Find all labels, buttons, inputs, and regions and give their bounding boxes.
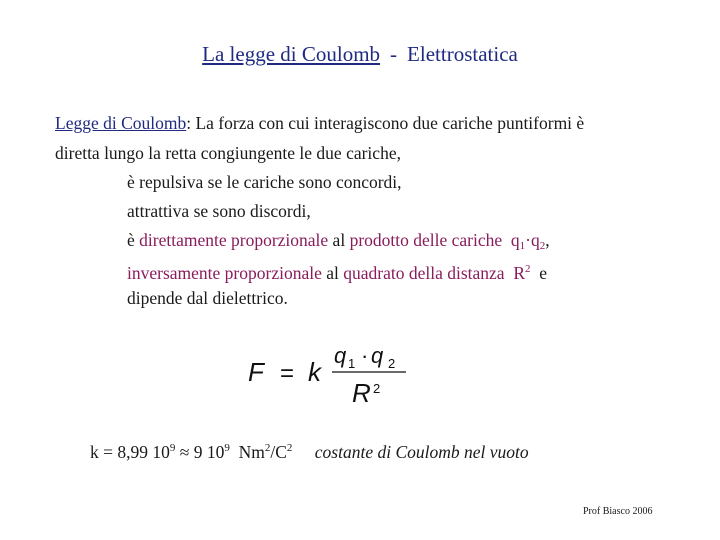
constant-approx-value: 9 10 — [193, 442, 225, 462]
charge-q1-sub: 1 — [519, 240, 526, 252]
body-line-4: attrattiva se sono discordi, — [127, 201, 311, 221]
formula-q1-sub: 1 — [348, 356, 356, 371]
body-line-6 — [127, 256, 547, 286]
constant-value: k = 8,99 10 — [90, 442, 170, 462]
body-line-1 — [55, 110, 584, 136]
approx-sign: ≈ — [175, 442, 194, 462]
body-line-3: è repulsiva se le cariche sono concordi, — [127, 172, 402, 192]
highlight-product: prodotto delle cariche — [349, 230, 503, 250]
coulomb-formula — [240, 338, 420, 418]
title-main: La legge di Coulomb — [202, 42, 381, 66]
formula-equals: = — [280, 360, 295, 387]
term-link[interactable]: Legge di Coulomb — [55, 113, 187, 133]
line5-prefix: è — [127, 230, 140, 250]
distance-r-sup: 2 — [525, 263, 531, 275]
title-subtitle: Elettrostatica — [407, 42, 518, 66]
units-sup-2: 2 — [286, 442, 293, 454]
formula-r-sup: 2 — [373, 381, 381, 396]
constant-approx-exponent: 9 — [224, 442, 230, 454]
body-line-7: dipende dal dielettrico. — [127, 288, 288, 308]
formula-q2: q — [371, 343, 384, 368]
slide-title — [0, 42, 720, 67]
formula-r: R — [352, 378, 371, 408]
charge-q2: ·q — [525, 230, 540, 250]
formula-q1: q — [334, 343, 347, 368]
highlight-inverse: inversamente proporzionale — [127, 263, 322, 283]
body-line-2: diretta lungo la retta congiungente le due cariche, — [55, 143, 401, 163]
line5-al: al — [328, 230, 350, 250]
formula-lhs: F — [248, 357, 264, 387]
charge-q1: q — [510, 230, 520, 250]
line6-al: al — [321, 263, 344, 283]
line1-text: : La forza con cui interagiscono due cariche puntiformi è — [186, 113, 585, 133]
formula-dot: · — [361, 343, 369, 368]
distance-r: R — [513, 263, 526, 283]
units-nm: Nm — [238, 442, 265, 462]
line6-end: e — [539, 263, 548, 283]
highlight-direct: direttamente proporzionale — [139, 230, 329, 250]
units-sup-1: 2 — [264, 442, 271, 454]
units-c: /C — [270, 442, 287, 462]
highlight-distance: quadrato della distanza — [343, 263, 505, 283]
author-credit: Prof Biasco 2006 — [583, 506, 653, 517]
body-line-5 — [127, 227, 550, 259]
constant-exponent: 9 — [169, 442, 176, 454]
charge-q2-sub: 2 — [539, 240, 546, 252]
formula-q2-sub: 2 — [388, 356, 396, 371]
coulomb-constant — [90, 442, 529, 463]
title-separator: - — [390, 42, 398, 66]
line5-end: , — [545, 230, 550, 250]
formula-k: k — [308, 357, 321, 387]
constant-description: costante di Coulomb nel vuoto — [314, 442, 529, 462]
